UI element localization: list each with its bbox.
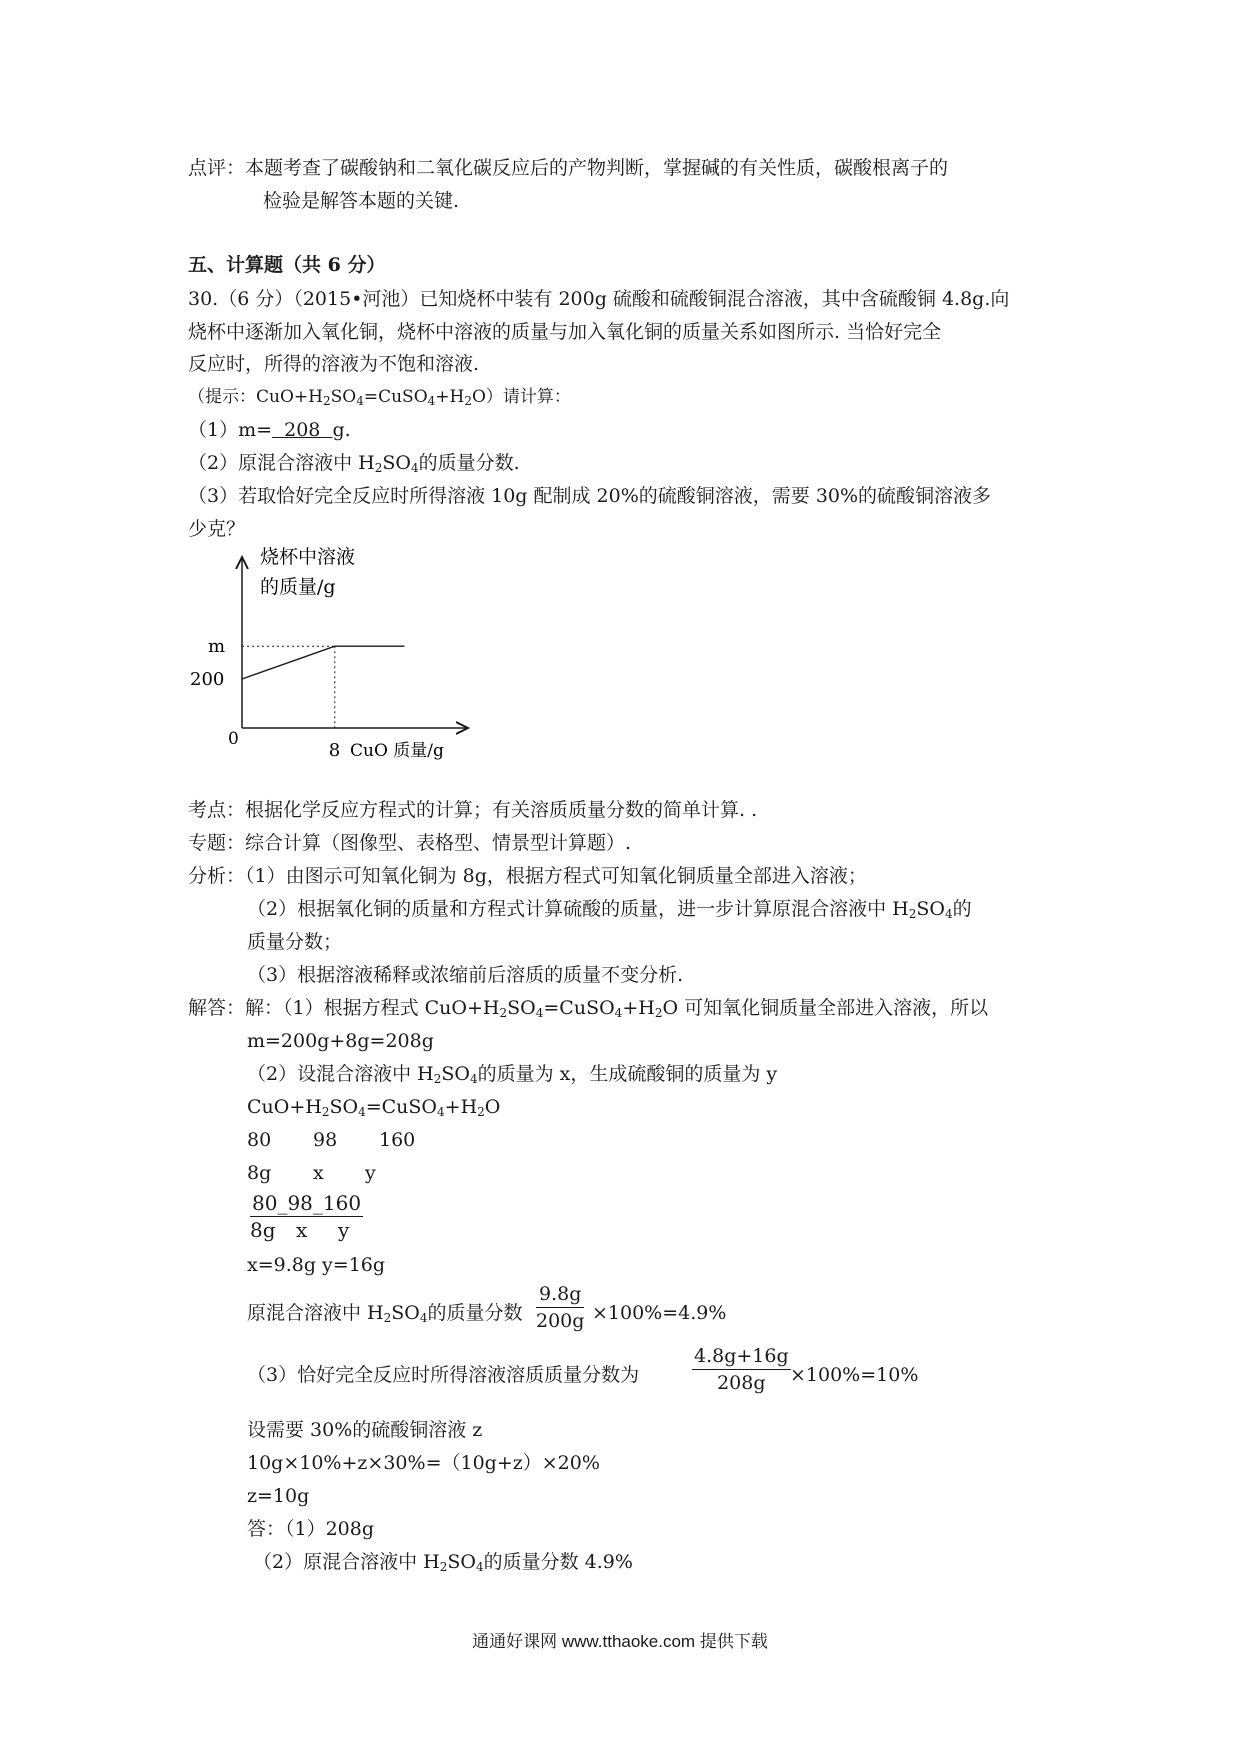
fenxi-line-3: （3）根据溶液稀释或浓缩前后溶质的质量不变分析. — [247, 964, 684, 986]
question-part-3-line-2: 少克？ — [188, 518, 246, 540]
question-hint: （提示：$CuO+H_2SO_4=CuSO_4+H_2O$）请计算： — [188, 387, 571, 408]
x-tick-8: 8 — [328, 740, 341, 761]
equation: $CuO+H_2SO_4=CuSO_4+H_2O$ — [247, 1096, 501, 1119]
solution-z-equation: 10g×10%+z×30%=（10g+z）×20% — [247, 1452, 600, 1474]
mass-chart — [180, 545, 480, 770]
ratio-fraction: 80_98_160 8g x y — [250, 1191, 362, 1242]
y-tick-m: m — [208, 636, 226, 658]
x-axis-label: CuO 质量/g — [350, 741, 444, 761]
answer-line-2: （2）原混合溶液中 $H_2SO_4$的质量分数 4.9% — [253, 1551, 633, 1574]
xy-result: x=9.8g y=16g — [247, 1254, 386, 1276]
y-axis-label-line-1: 烧杯中溶液 — [260, 546, 356, 568]
fenxi-line-1: 分析：（1）由图示可知氧化铜为 8g，根据方程式可知氧化铜质量全部进入溶液； — [188, 865, 867, 887]
origin-label: 0 — [228, 729, 239, 749]
answer-blank: 208 — [272, 419, 333, 441]
question-part-2: （2）原混合溶液中 $H_2SO_4$的质量分数. — [188, 452, 520, 475]
y-tick-200: 200 — [190, 669, 225, 690]
solution-step-2: （2）设混合溶液中 $H_2SO_4$的质量为 x，生成硫酸铜的质量为 y — [247, 1063, 778, 1086]
comment-line-2: 检验是解答本题的关键. — [263, 190, 460, 212]
kaodian-label: 考点： — [188, 799, 246, 821]
zhuanti-line: 专题：综合计算（图像型、表格型、情景型计算题）. — [188, 832, 632, 854]
fenxi-line-2b: 质量分数； — [247, 931, 343, 953]
kaodian-line: 考点：根据化学反应方程式的计算；有关溶质质量分数的简单计算. . — [188, 799, 758, 821]
solution-assume-z: 设需要 30%的硫酸铜溶液 z — [247, 1419, 483, 1441]
fraction-9.8-over-200: $\frac{9.8g}{200g}$ — [536, 1283, 585, 1332]
fraction-sum-over-208: $\frac{4.8g+16g}{208g}$ — [694, 1345, 789, 1394]
solution-step-3: （3）恰好完全反应时所得溶液溶质质量分数为 — [247, 1364, 640, 1386]
answer-line-1: 答：（1）208g — [247, 1518, 375, 1540]
fraction-2-result: ×100%=10% — [790, 1364, 919, 1386]
solution-label: 解答： — [188, 997, 246, 1019]
question-part-3-line-1: （3）若取恰好完全反应时所得溶液 10g 配制成 20%的硫酸铜溶液，需要 30%的硫酸铜溶液多 — [188, 485, 992, 507]
mass-fraction-line: 原混合溶液中 $H_2SO_4$的质量分数 — [247, 1302, 523, 1325]
solution-m-result: m=200g+8g=208g — [247, 1030, 434, 1052]
section-title: 五、计算题（共 6 分） — [188, 254, 386, 276]
question-line-2: 烧杯中逐渐加入氧化铜，烧杯中溶液的质量与加入氧化铜的质量关系如图所示. 当恰好完全 — [188, 321, 942, 343]
page-footer: 通通好课网 www.tthaoke.com 提供下载 — [472, 1632, 768, 1651]
fenxi-line-2: （2）根据氧化铜的质量和方程式计算硫酸的质量，进一步计算原混合溶液中 $H_2SO_4$的 — [247, 898, 972, 921]
solution-z-result: z=10g — [247, 1485, 310, 1507]
comment-line-1: 点评：本题考查了碳酸钠和二氧化碳反应后的产物判断，掌握碱的有关性质，碳酸根离子的 — [188, 157, 949, 179]
zhuanti-label: 专题： — [188, 832, 246, 854]
molar-mass-row: 80 98 160 — [247, 1129, 416, 1151]
comment-label: 点评： — [188, 157, 246, 179]
series-line — [242, 646, 404, 679]
fraction-1-result: ×100%=4.9% — [592, 1302, 727, 1324]
question-line-3: 反应时，所得的溶液为不饱和溶液. — [188, 353, 480, 375]
question-line-1: 30.（6 分）（2015•河池）已知烧杯中装有 200g 硫酸和硫酸铜混合溶液，其中含硫酸铜 4.8g.向 — [188, 288, 1010, 310]
solution-line-1: 解答：解：（1）根据方程式 $CuO+H_2SO_4=CuSO_4+H_2O$ 可知氧化铜质量全部进入溶液，所以 — [188, 997, 989, 1020]
question-part-1: （1）m= 208 g. — [188, 419, 351, 441]
variable-row: 8g x y — [247, 1162, 376, 1184]
y-axis-label-line-2: 的质量/g — [260, 576, 336, 598]
fenxi-label: 分析： — [188, 865, 246, 887]
